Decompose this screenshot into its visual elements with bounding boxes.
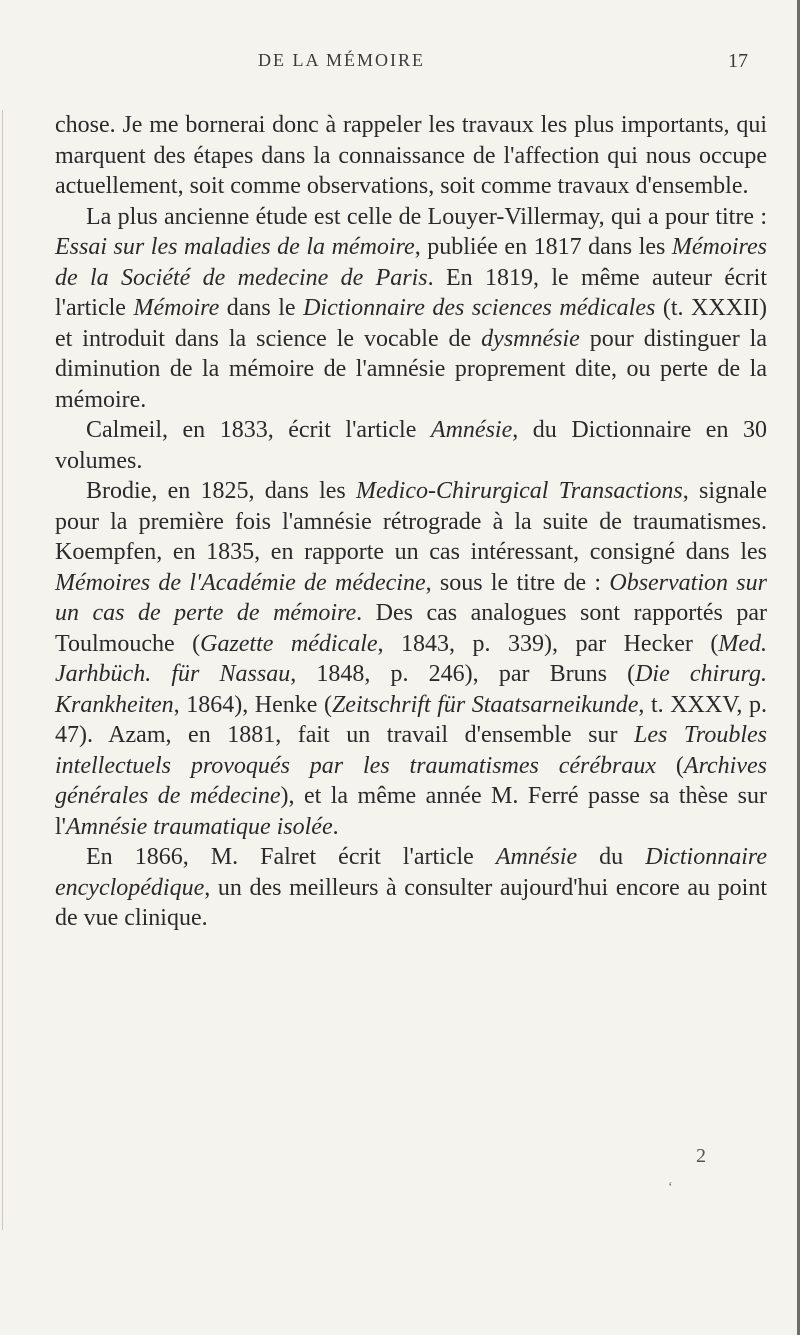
italic-title: Die chirurg. Krankheiten (55, 661, 768, 718)
italic-title: Mémoires de l'Académie de médecine (55, 569, 426, 596)
text-run: Brodie, en 1825, dans les (86, 478, 357, 504)
text-run: ), et la même année M. Ferré passe sa thèse sur l' (55, 783, 767, 840)
italic-title: Amnésie (430, 417, 513, 443)
page-edge-shadow (2, 110, 3, 1230)
text-run: . Des cas analogues sont rapportés par Toulmouche ( (55, 600, 767, 657)
text-run: Calmeil, en 1833, écrit l'article (86, 417, 431, 443)
signature-mark: 2 (696, 1145, 706, 1167)
text-run: , t. XXXV, p. 47). Azam, en 1881, fait un travail d'ensemble sur (55, 691, 767, 748)
text-run: , un des meilleurs à consulter aujourd'hui encore au point de vue clinique. (55, 874, 767, 931)
paragraph-1 (55, 110, 767, 202)
paragraph-5 (55, 842, 767, 934)
text-run: chose. Je me bornerai donc à rappeler les travaux les plus importants, qui marquent des étapes dans la connaissance de l'affection qui nous occupe actuellement, soit comme observations, soit comme travaux d'ensemble. (55, 112, 767, 199)
text-run: pour distinguer la diminution de la mémoire de l'amnésie proprement dite, ou perte de la mémoire. (55, 325, 767, 413)
text-run: , 1848, p. 246), par Bruns ( (290, 661, 636, 687)
italic-title: Archives générales de médecine (55, 752, 767, 809)
text-run: , publiée en 1817 dans les (414, 234, 672, 260)
running-head (0, 50, 800, 80)
italic-title: Mémoires de la Société de medecine de Paris (55, 234, 767, 291)
italic-title: Amnésie (495, 844, 578, 870)
text-run: , 1843, p. 339), par Hecker ( (377, 630, 719, 657)
text-run: La plus ancienne étude est celle de Louyer-Villermay, qui a pour titre : (86, 203, 767, 230)
paragraph-3 (55, 415, 767, 476)
italic-title: Gazette médicale (200, 630, 378, 657)
italic-title: Dictionnaire des sciences médicales (303, 295, 656, 321)
page-number: 17 (728, 50, 748, 72)
text-run: dans le (219, 295, 304, 321)
text-run: , sous le titre de : (425, 569, 610, 596)
italic-title: Observation sur un cas de perte de mémoire (55, 569, 767, 626)
text-run: , 1864), Henke ( (173, 691, 332, 718)
text-run: ( (656, 752, 684, 779)
small-printer-mark: ‘ (668, 1180, 673, 1195)
text-run: (t. XXXII) et introduit dans la science le vocable de (55, 295, 767, 352)
italic-title: Essai sur les maladies de la mémoire (55, 234, 415, 260)
text-run: . En 1819, le même auteur écrit l'article (55, 264, 767, 321)
text-run: . (332, 813, 339, 840)
text-run: , signale pour la première fois l'amnésie rétrograde à la suite de traumatismes. Koempfen, en 1835, en rapporte un cas intéressant, consigné dans les (55, 478, 767, 565)
italic-title: Mémoire (133, 295, 220, 321)
italic-title: Med. Jarhbüch. für Nassau (55, 630, 767, 687)
italic-title: Dictionnaire encyclopédique (55, 844, 767, 901)
italic-title: Les Troubles intellectuels provoqués par les traumatismes cérébraux (55, 722, 767, 779)
italic-title: Zeitschrift für Staatsarneikunde (331, 691, 639, 718)
text-run: , du Dictionnaire en 30 volumes. (55, 417, 767, 474)
paragraph-2 (55, 202, 767, 416)
italic-term: dysmnésie (481, 325, 580, 352)
text-run: du (577, 844, 646, 870)
paragraph-4 (55, 476, 767, 842)
body-text (55, 110, 767, 934)
italic-title: Medico-Chirurgical Transactions (356, 478, 683, 504)
italic-title: Amnésie traumatique isolée (66, 813, 333, 840)
text-run: En 1866, M. Falret écrit l'article (86, 844, 496, 870)
running-title: DE LA MÉMOIRE (258, 50, 425, 70)
